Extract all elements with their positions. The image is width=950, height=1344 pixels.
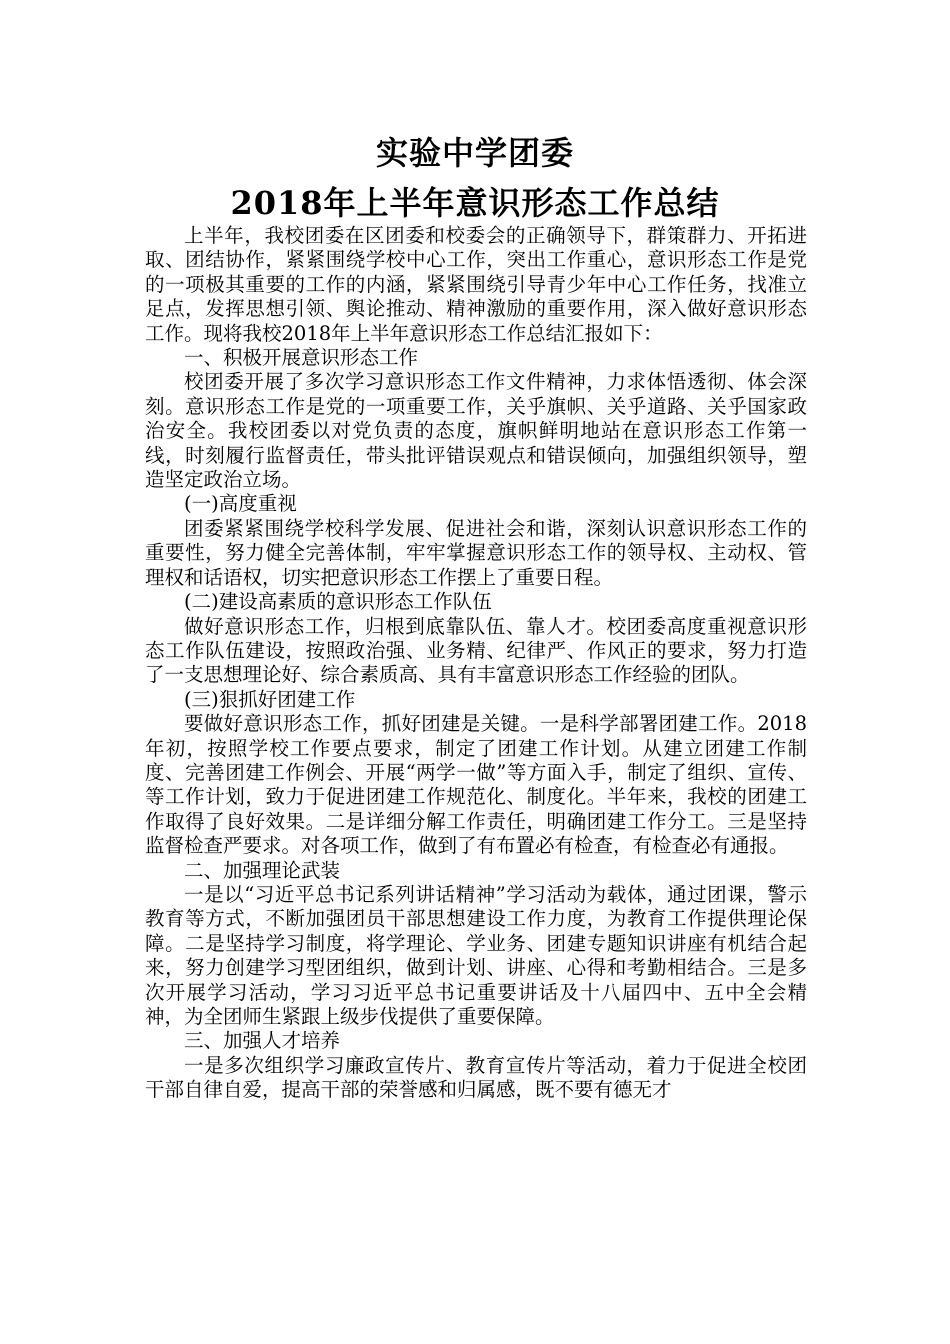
body-paragraph: 做好意识形态工作，归根到底靠队伍、靠人才。校团委高度重视意识形态工作队伍建设，按照政治强、业务精、纪律严、作风正的要求，努力打造了一支思想理论好、综合素质高、具有丰富意识形态工作经验的团队。 — [145, 614, 807, 687]
section-heading-1: 一、积极开展意识形态工作 — [184, 346, 419, 370]
subsection-heading-1: (一)高度重视 — [184, 492, 297, 516]
title-line-1: 实验中学团委 — [375, 134, 574, 172]
title-line-2: 2018年上半年意识形态工作总结 — [230, 184, 720, 222]
document-title — [0, 128, 950, 228]
subsection-heading-2: (二)建设高素质的意识形态工作队伍 — [184, 590, 492, 614]
body-paragraph: 要做好意识形态工作，抓好团建是关键。一是科学部署团建工作。2018年初，按照学校工作要点要求，制定了团建工作计划。从建立团建工作制度、完善团建工作例会、开展“两学一做”等方面入手，制定了组织、宣传、等工作计划，致力于促进团建工作规范化、制度化。半年来，我校的团建工作取得了良好效果。二是详细分解工作责任，明确团建工作分工。三是坚持监督检查严要求。对各项工作，做到了有布置必有检查，有检查必有通报。 — [145, 712, 807, 858]
section-heading-3: 三、加强人才培养 — [184, 1029, 341, 1053]
document-body — [145, 224, 807, 1103]
body-paragraph: 校团委开展了多次学习意识形态工作文件精神，力求体悟透彻、体会深刻。意识形态工作是党的一项重要工作，关乎旗帜、关乎道路、关乎国家政治安全。我校团委以对党负责的态度，旗帜鲜明地站在意识形态工作第一线，时刻履行监督责任，带头批评错误观点和错误倾向，加强组织领导，塑造坚定政治立场。 — [145, 370, 807, 492]
body-paragraph: 一是以“习近平总书记系列讲话精神”学习活动为载体，通过团课，警示教育等方式，不断加强团员干部思想建设工作力度，为教育工作提供理论保障。二是坚持学习制度，将学理论、学业务、团建专题知识讲座有机结合起来，努力创建学习型团组织，做到计划、讲座、心得和考勤相结合。三是多次开展学习活动，学习习近平总书记重要讲话及十八届四中、五中全会精神，为全团师生紧跟上级步伐提供了重要保障。 — [145, 882, 807, 1028]
body-paragraph: 一是多次组织学习廉政宣传片、教育宣传片等活动，着力于促进全校团干部自律自爱，提高干部的荣誉感和归属感，既不要有德无才 — [145, 1053, 807, 1102]
subsection-heading-3: (三)狠抓好团建工作 — [184, 687, 356, 711]
section-heading-2: 二、加强理论武装 — [184, 858, 341, 882]
body-paragraph: 团委紧紧围绕学校科学发展、促进社会和谐，深刻认识意识形态工作的重要性，努力健全完善体制，牢牢掌握意识形态工作的领导权、主动权、管理权和话语权，切实把意识形态工作摆上了重要日程。 — [145, 516, 807, 589]
intro-paragraph: 上半年，我校团委在区团委和校委会的正确领导下，群策群力、开拓进取、团结协作，紧紧围绕学校中心工作，突出工作重心，意识形态工作是党的一项极其重要的工作的内涵，紧紧围绕引导青少年中心工作任务，找准立足点，发挥思想引领、舆论推动、精神激励的重要作用，深入做好意识形态工作。现将我校2018年上半年意识形态工作总结汇报如下： — [145, 224, 807, 345]
